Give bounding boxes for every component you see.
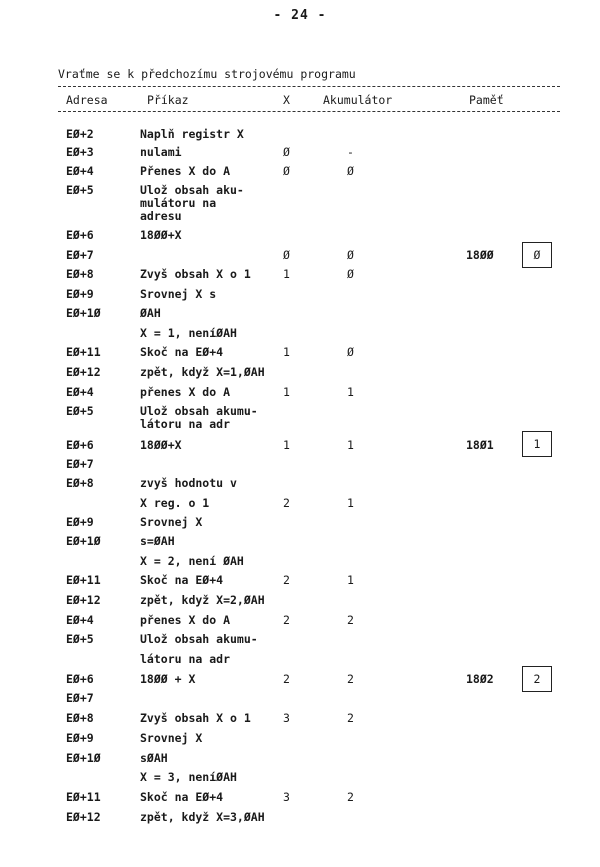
row-command: zpět, když X=2,ØAH <box>140 593 265 607</box>
row-command: Naplň registr X <box>140 127 244 141</box>
header-address: Adresa <box>66 93 108 107</box>
row-command: zpět, když X=1,ØAH <box>140 365 265 379</box>
memory-cell-box: 2 <box>522 666 552 692</box>
row-command: 18ØØ + X <box>140 672 196 686</box>
row-memory-address: 18Ø1 <box>466 438 494 452</box>
row-address: EØ+1Ø <box>66 534 101 548</box>
row-command: Srovnej X <box>140 731 203 745</box>
row-x-value: 1 <box>283 267 290 281</box>
row-x-value: 1 <box>283 345 290 359</box>
row-command: Ulož obsah akumu- <box>140 632 258 646</box>
row-accumulator-value: Ø <box>347 267 354 281</box>
row-command: zvyš hodnotu v <box>140 476 237 490</box>
row-command: Skoč na EØ+4 <box>140 345 224 359</box>
row-x-value: 1 <box>283 385 290 399</box>
row-address: EØ+11 <box>66 345 101 359</box>
row-command: Přenes X do A <box>140 164 231 178</box>
header-accumulator: Akumulátor <box>323 93 393 107</box>
row-command: 18ØØ+X <box>140 228 182 242</box>
row-command: 18ØØ+X <box>140 438 182 452</box>
row-x-value: Ø <box>283 248 290 262</box>
intro-text: Vraťme se k předchozímu strojovému programu <box>58 67 356 81</box>
row-command: X = 2, není ØAH <box>140 554 244 568</box>
row-command: X = 3, neníØAH <box>140 770 237 784</box>
row-address: EØ+7 <box>66 457 94 471</box>
row-address: EØ+5 <box>66 183 94 197</box>
row-address: EØ+7 <box>66 691 94 705</box>
row-x-value: 3 <box>283 711 290 725</box>
header-memory: Paměť <box>469 93 504 107</box>
row-command: přenes X do A <box>140 385 231 399</box>
row-x-value: 2 <box>283 672 290 686</box>
header-command: Příkaz <box>147 93 189 107</box>
row-address: EØ+12 <box>66 593 101 607</box>
row-x-value: 2 <box>283 496 290 510</box>
row-address: EØ+3 <box>66 145 94 159</box>
row-accumulator-value: 2 <box>347 711 354 725</box>
row-accumulator-value: Ø <box>347 345 354 359</box>
row-address: EØ+6 <box>66 672 94 686</box>
row-accumulator-value: 1 <box>347 496 354 510</box>
row-command: Zvyš obsah X o 1 <box>140 267 251 281</box>
row-accumulator-value: 2 <box>347 613 354 627</box>
row-x-value: 1 <box>283 438 290 452</box>
row-memory-address: 18ØØ <box>466 248 494 262</box>
row-accumulator-value: 2 <box>347 672 354 686</box>
row-x-value: Ø <box>283 145 290 159</box>
row-accumulator-value: - <box>347 145 354 159</box>
row-address: EØ+8 <box>66 711 94 725</box>
row-accumulator-value: 1 <box>347 438 354 452</box>
header-x: X <box>283 93 290 107</box>
row-command: X = 1, neníØAH <box>140 326 237 340</box>
row-command: ØAH <box>140 306 161 320</box>
row-address: EØ+1Ø <box>66 751 101 765</box>
row-address: EØ+6 <box>66 228 94 242</box>
row-address: EØ+8 <box>66 267 94 281</box>
row-accumulator-value: Ø <box>347 248 354 262</box>
row-accumulator-value: 1 <box>347 385 354 399</box>
row-x-value: 2 <box>283 573 290 587</box>
row-accumulator-value: 2 <box>347 790 354 804</box>
row-accumulator-value: 1 <box>347 573 354 587</box>
page-number: - 24 - <box>273 8 327 23</box>
row-x-value: 3 <box>283 790 290 804</box>
memory-cell-box: 1 <box>522 431 552 457</box>
row-command: Skoč na EØ+4 <box>140 573 224 587</box>
row-command: Ulož obsah aku- mulátoru na adresu <box>140 183 244 223</box>
memory-cell-box: Ø <box>522 242 552 268</box>
row-address: EØ+4 <box>66 385 94 399</box>
row-address: EØ+9 <box>66 731 94 745</box>
row-command: Srovnej X <box>140 515 203 529</box>
row-command: Srovnej X s <box>140 287 217 301</box>
row-address: EØ+7 <box>66 248 94 262</box>
row-address: EØ+5 <box>66 404 94 418</box>
row-address: EØ+4 <box>66 613 94 627</box>
row-address: EØ+5 <box>66 632 94 646</box>
row-command: přenes X do A <box>140 613 231 627</box>
row-command: s=ØAH <box>140 534 175 548</box>
row-command: látoru na adr <box>140 652 231 666</box>
row-address: EØ+11 <box>66 573 101 587</box>
header-rule-top <box>58 86 560 87</box>
row-command: X reg. o 1 <box>140 496 210 510</box>
row-address: EØ+8 <box>66 476 94 490</box>
row-x-value: Ø <box>283 164 290 178</box>
row-address: EØ+12 <box>66 365 101 379</box>
row-address: EØ+4 <box>66 164 94 178</box>
row-address: EØ+2 <box>66 127 94 141</box>
row-command: Ulož obsah akumu- látoru na adr <box>140 404 258 431</box>
row-accumulator-value: Ø <box>347 164 354 178</box>
row-command: zpět, když X=3,ØAH <box>140 810 265 824</box>
row-address: EØ+9 <box>66 515 94 529</box>
row-address: EØ+9 <box>66 287 94 301</box>
row-address: EØ+6 <box>66 438 94 452</box>
row-address: EØ+1Ø <box>66 306 101 320</box>
row-address: EØ+11 <box>66 790 101 804</box>
row-memory-address: 18Ø2 <box>466 672 494 686</box>
row-command: Zvyš obsah X o 1 <box>140 711 251 725</box>
header-rule-bottom <box>58 111 560 112</box>
row-command: sØAH <box>140 751 168 765</box>
row-command: nulami <box>140 145 182 159</box>
row-address: EØ+12 <box>66 810 101 824</box>
row-x-value: 2 <box>283 613 290 627</box>
row-command: Skoč na EØ+4 <box>140 790 224 804</box>
